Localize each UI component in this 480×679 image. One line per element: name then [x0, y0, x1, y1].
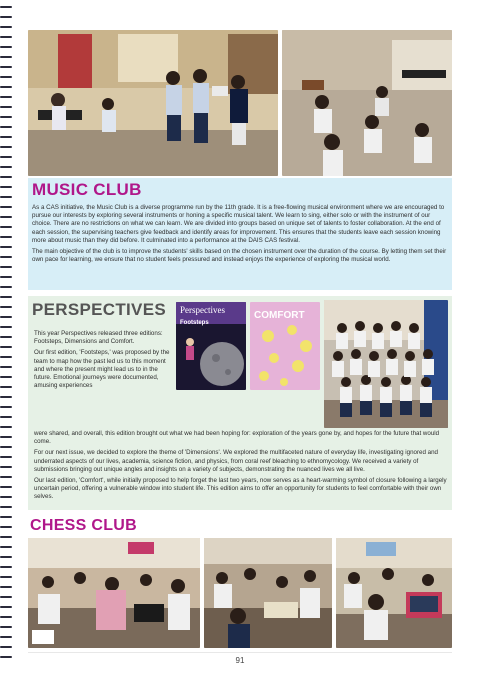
binder-hole: [0, 486, 12, 488]
binder-hole: [0, 626, 12, 628]
chess-photo-tournament: [28, 538, 200, 648]
binder-hole: [0, 386, 12, 388]
chess-photo-laptop: [336, 538, 452, 648]
music-club-body: [32, 204, 448, 267]
binder-hole: [0, 476, 12, 478]
binder-hole: [0, 26, 12, 28]
binder-hole: [0, 596, 12, 598]
binder-hole: [0, 426, 12, 428]
binder-hole: [0, 196, 12, 198]
binder-hole: [0, 276, 12, 278]
binder-hole: [0, 186, 12, 188]
binder-hole: [0, 646, 12, 648]
binder-hole: [0, 346, 12, 348]
binder-hole: [0, 106, 12, 108]
binder-hole: [0, 136, 12, 138]
footer-divider: [28, 652, 452, 653]
binder-hole: [0, 496, 12, 498]
perspectives-paragraph: For our next issue, we decided to explore the theme of 'Dimensions'. We explored the multifaceted nature of everyday life, investigating ignored and underrated aspects of our lives, academia, science fiction, and physics, from coral reef bleaching to ethnomycology. We received a variety of submissions bringing out unique angles and insights on a variety of subjects, demonstrating the nuanced lives we all live.: [34, 449, 438, 473]
footsteps-cover-label: Footsteps: [180, 320, 209, 326]
binder-hole: [0, 146, 12, 148]
perspectives-paragraph: This year Perspectives released three editions: Footsteps, Dimensions and Comfort.: [34, 330, 163, 346]
music-photo-classroom: [28, 30, 278, 176]
perspectives-section: [28, 296, 452, 510]
binder-hole: [0, 566, 12, 568]
binder-hole: [0, 576, 12, 578]
binder-hole: [0, 616, 12, 618]
binder-hole: [0, 416, 12, 418]
music-club-title: MUSIC CLUB: [32, 180, 142, 199]
binder-hole: [0, 16, 12, 18]
binder-hole: [0, 116, 12, 118]
music-paragraph: As a CAS initiative, the Music Club is a diverse programme run by the 11th grade. It is a free-flowing musical environment where we are encouraged to pursue our interests by exploring several instruments or honing a specific musical talent. We learn to sing, either solo or with the instrument of our choice. There are no restrictions on what we can learn. We are divided into groups based on unique set of talents to foster collaboration. At the end of each session, the supervising teachers give feedback and identify areas for improvement. This ensures that the students leave each session knowing more about music than they did before. It culminated into a performance at the DAIS CAS festival.: [32, 204, 445, 244]
comfort-cover: [250, 302, 320, 390]
binder-hole: [0, 266, 12, 268]
music-photo-ensemble: [282, 30, 452, 176]
binder-hole: [0, 6, 12, 8]
binder-hole: [0, 556, 12, 558]
music-club-section: [28, 178, 452, 290]
chess-club-title: CHESS CLUB: [30, 517, 138, 534]
binder-hole: [0, 66, 12, 68]
binder-hole: [0, 206, 12, 208]
binder-hole: [0, 256, 12, 258]
binder-hole: [0, 456, 12, 458]
binder-hole: [0, 396, 12, 398]
footsteps-cover-brand: Perspectives: [180, 305, 225, 315]
binder-hole: [0, 296, 12, 298]
binder-hole: [0, 366, 12, 368]
binder-hole: [0, 126, 12, 128]
perspectives-paragraph: were shared, and overall, this edition brought out what we had been hoping for: exploration of the years gone by, and hopes for the future that would come.: [34, 430, 440, 446]
perspectives-body: [34, 430, 448, 505]
perspectives-team-photo: [324, 300, 448, 428]
binder-hole: [0, 226, 12, 228]
perspectives-paragraph: Our first edition, 'Footsteps,' was proposed by the team to map how the past led us to this moment and where the present might lead us to in the future. Emotional journeys were documented, amusing experiences: [34, 349, 170, 390]
binder-hole: [0, 356, 12, 358]
binder-hole: [0, 436, 12, 438]
binder-hole: [0, 236, 12, 238]
binder-hole: [0, 546, 12, 548]
binder-hole: [0, 176, 12, 178]
binder-hole: [0, 76, 12, 78]
binder-hole: [0, 606, 12, 608]
binder-hole: [0, 506, 12, 508]
binder-hole: [0, 406, 12, 408]
comfort-cover-label: COMFORT: [254, 310, 305, 321]
perspectives-intro: [34, 330, 174, 393]
perspectives-title: PERSPECTIVES: [32, 300, 166, 319]
binder-hole: [0, 46, 12, 48]
binder-hole: [0, 586, 12, 588]
binder-hole: [0, 96, 12, 98]
binder-hole: [0, 36, 12, 38]
binder-hole: [0, 86, 12, 88]
binder-hole: [0, 526, 12, 528]
binder-holes: [0, 6, 14, 674]
binder-hole: [0, 316, 12, 318]
binder-hole: [0, 536, 12, 538]
binder-hole: [0, 446, 12, 448]
binder-hole: [0, 516, 12, 518]
binder-hole: [0, 326, 12, 328]
binder-hole: [0, 166, 12, 168]
binder-hole: [0, 216, 12, 218]
perspectives-paragraph: Our last edition, 'Comfort', while initially proposed to help forget the last two years, now serves as a heart-warming symbol of closure following a largely uncertain period, offering a vulnerable window into student life. This edition aims to offer an opportunity for students to feel comfortable with their own selves.: [34, 477, 447, 501]
binder-hole: [0, 336, 12, 338]
binder-hole: [0, 156, 12, 158]
binder-hole: [0, 286, 12, 288]
page-number: 91: [235, 656, 245, 665]
binder-hole: [0, 306, 12, 308]
chess-photo-match: [204, 538, 332, 648]
binder-hole: [0, 376, 12, 378]
binder-hole: [0, 246, 12, 248]
music-paragraph: The main objective of the club is to improve the students' skills based on the chosen instrument over the duration of the course. By letting them set their own pace for learning, we ensure that no student feels pressured and instead enjoys the experience of exploring the musical world.: [32, 248, 447, 264]
binder-hole: [0, 466, 12, 468]
binder-hole: [0, 56, 12, 58]
footsteps-cover: [176, 302, 246, 390]
binder-hole: [0, 636, 12, 638]
